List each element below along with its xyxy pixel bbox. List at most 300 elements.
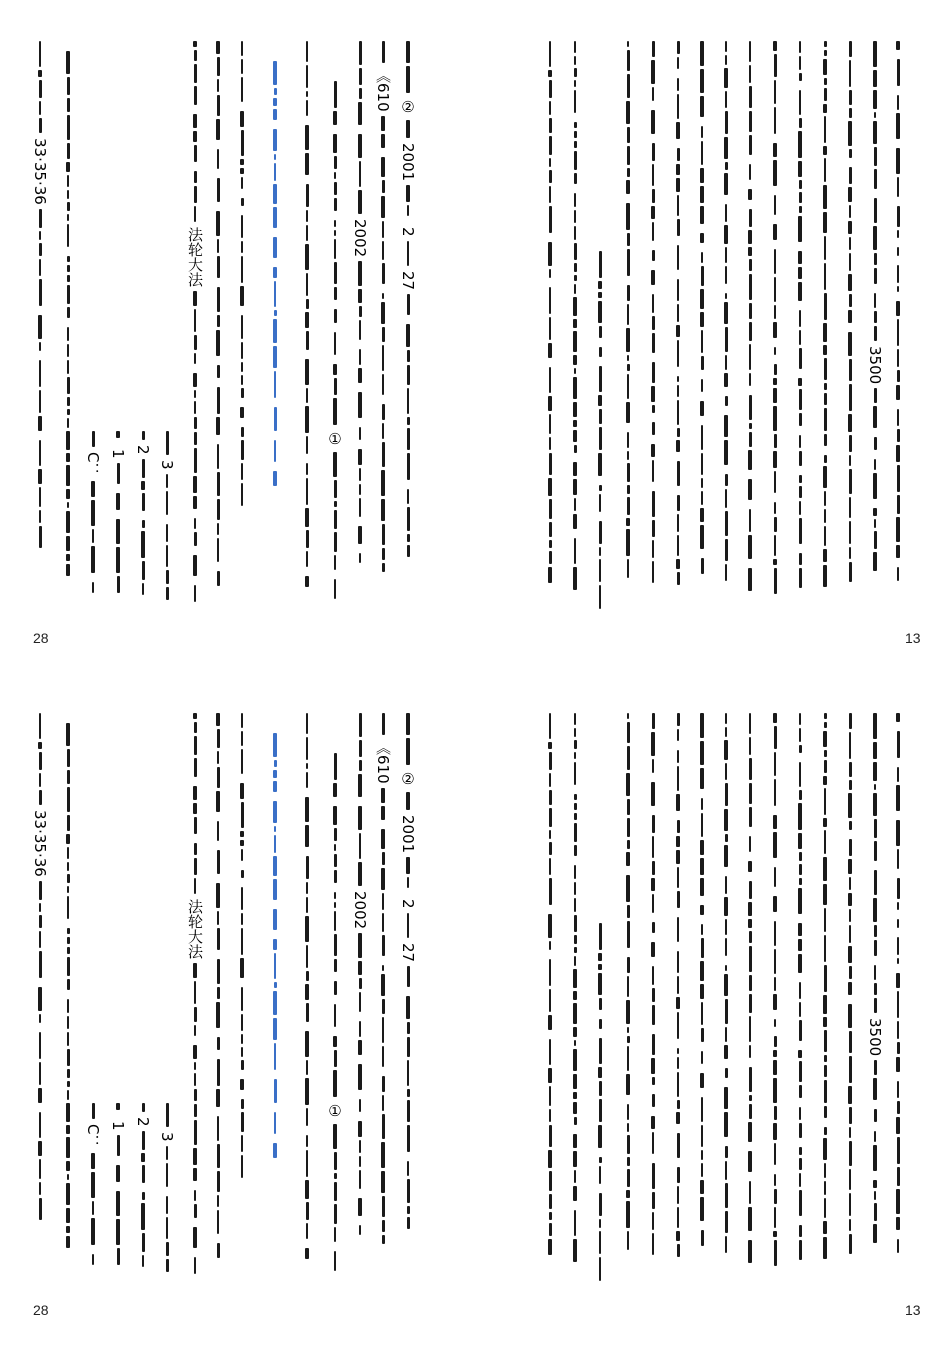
mongolian-word-glyph bbox=[874, 253, 877, 265]
mongolian-word-glyph bbox=[897, 991, 899, 1018]
mongolian-word-glyph bbox=[67, 947, 70, 954]
mongolian-word-glyph bbox=[358, 1121, 362, 1137]
mongolian-word-glyph bbox=[848, 332, 852, 356]
mongolian-word-glyph bbox=[548, 242, 552, 266]
mongolian-word-glyph bbox=[91, 1153, 95, 1169]
mongolian-word-glyph bbox=[548, 1239, 552, 1255]
mongolian-word-glyph bbox=[725, 327, 728, 352]
mongolian-word-glyph bbox=[549, 499, 552, 519]
mongolian-word-glyph bbox=[896, 545, 900, 558]
mongolian-word-glyph bbox=[700, 206, 704, 224]
mongolian-word-glyph bbox=[749, 41, 751, 62]
mongolian-word-glyph bbox=[66, 1226, 70, 1233]
mongolian-word-glyph bbox=[799, 73, 802, 81]
mongolian-word-glyph bbox=[873, 121, 877, 144]
mongolian-word-glyph bbox=[897, 465, 900, 492]
mongolian-word-glyph bbox=[824, 1163, 826, 1178]
mongolian-word-glyph bbox=[749, 1067, 752, 1092]
mongolian-word-glyph bbox=[598, 1125, 602, 1148]
mongolian-word-glyph bbox=[823, 549, 827, 562]
mongolian-word-glyph bbox=[549, 752, 552, 770]
mongolian-word-glyph bbox=[749, 373, 751, 386]
mongolian-word-glyph bbox=[333, 452, 337, 477]
mongolian-word-glyph bbox=[749, 86, 752, 108]
mongolian-word-glyph bbox=[39, 231, 41, 240]
mongolian-word-glyph bbox=[824, 41, 827, 47]
mongolian-word-glyph bbox=[406, 713, 410, 735]
mongolian-word-glyph bbox=[549, 551, 552, 564]
mongolian-word-glyph bbox=[66, 453, 70, 462]
mongolian-word-glyph bbox=[652, 759, 654, 773]
mongolian-word-glyph bbox=[241, 802, 244, 828]
mongolian-word-glyph bbox=[306, 945, 308, 968]
mongolian-word-glyph bbox=[306, 713, 308, 734]
mongolian-word-glyph bbox=[194, 736, 197, 755]
mongolian-word-glyph bbox=[677, 951, 679, 973]
mongolian-word-glyph bbox=[599, 1157, 602, 1163]
mongolian-word-glyph bbox=[724, 1112, 728, 1137]
mongolian-word-glyph bbox=[382, 423, 384, 439]
mongolian-word-glyph bbox=[700, 713, 704, 738]
mongolian-word-glyph bbox=[241, 928, 243, 955]
mongolian-word-glyph bbox=[749, 322, 752, 341]
mongolian-word-glyph bbox=[407, 428, 410, 450]
mongolian-word-glyph bbox=[241, 315, 243, 339]
mongolian-word-glyph bbox=[382, 999, 385, 1014]
mongolian-word-glyph bbox=[724, 440, 728, 465]
mongolian-word-glyph bbox=[700, 312, 704, 327]
mongolian-word-glyph bbox=[798, 131, 802, 158]
mongolian-word-glyph bbox=[873, 713, 877, 739]
mongolian-word-glyph bbox=[725, 763, 727, 780]
mongolian-word-glyph bbox=[116, 547, 120, 573]
mongolian-word-glyph bbox=[193, 1168, 197, 1181]
mongolian-word-glyph bbox=[849, 237, 851, 250]
mongolian-word-glyph bbox=[897, 731, 900, 758]
mongolian-word-glyph bbox=[574, 898, 576, 912]
mongolian-word-glyph bbox=[305, 825, 309, 847]
mongolian-word-glyph bbox=[599, 1231, 601, 1254]
mongolian-word-glyph bbox=[382, 713, 385, 735]
mongolian-word-glyph bbox=[574, 882, 576, 895]
mongolian-word-glyph bbox=[652, 164, 654, 186]
mongolian-word-glyph bbox=[652, 41, 655, 57]
mongolian-word-glyph bbox=[306, 882, 308, 894]
mongolian-word-glyph bbox=[774, 1036, 777, 1047]
mongolian-word-glyph bbox=[274, 835, 276, 853]
mongolian-word-glyph bbox=[216, 211, 220, 236]
mongolian-word-glyph bbox=[573, 1092, 577, 1099]
mongolian-word-glyph bbox=[896, 148, 900, 174]
mongolian-word-glyph bbox=[627, 364, 630, 371]
mongolian-word-glyph bbox=[799, 1061, 802, 1082]
mongolian-word-glyph bbox=[241, 463, 243, 480]
mongolian-word-glyph bbox=[701, 1163, 703, 1177]
mongolian-word-glyph bbox=[194, 186, 197, 203]
mongolian-word-glyph bbox=[334, 828, 337, 841]
mongolian-word-glyph bbox=[598, 395, 602, 406]
mongolian-word-glyph bbox=[896, 301, 900, 316]
mongolian-word-glyph bbox=[748, 1207, 752, 1231]
mongolian-word-glyph bbox=[627, 713, 629, 719]
mongolian-word-glyph bbox=[676, 794, 680, 811]
mongolian-word-glyph bbox=[358, 102, 362, 125]
mongolian-word-glyph bbox=[676, 997, 680, 1009]
latin-fragment: 1 bbox=[109, 449, 127, 459]
mongolian-word-glyph bbox=[241, 1014, 243, 1031]
mongolian-word-glyph bbox=[574, 80, 576, 87]
mongolian-word-glyph bbox=[724, 1087, 728, 1109]
mongolian-word-glyph bbox=[700, 768, 704, 789]
mongolian-word-glyph bbox=[193, 114, 197, 128]
mongolian-word-glyph bbox=[549, 367, 551, 393]
mongolian-word-glyph bbox=[142, 1103, 145, 1112]
mongolian-word-glyph bbox=[574, 935, 577, 944]
mongolian-word-glyph bbox=[382, 1076, 385, 1092]
mongolian-word-glyph bbox=[849, 966, 852, 979]
mongolian-word-glyph bbox=[573, 969, 577, 988]
mongolian-word-glyph bbox=[873, 552, 877, 571]
mongolian-word-glyph bbox=[897, 1081, 899, 1098]
mongolian-word-glyph bbox=[701, 1230, 704, 1246]
mongolian-word-glyph bbox=[333, 1124, 337, 1149]
mongolian-word-glyph bbox=[799, 1147, 802, 1155]
mongolian-word-glyph bbox=[241, 256, 243, 283]
mongolian-word-glyph bbox=[216, 1089, 220, 1107]
mongolian-word-glyph bbox=[39, 118, 42, 133]
mongolian-word-glyph bbox=[701, 141, 703, 165]
mongolian-word-glyph bbox=[849, 562, 852, 582]
mongolian-word-glyph bbox=[626, 180, 630, 194]
mongolian-word-glyph bbox=[676, 836, 680, 847]
mongolian-word-glyph bbox=[217, 751, 219, 764]
mongolian-word-glyph bbox=[406, 996, 410, 1019]
mongolian-word-glyph bbox=[874, 326, 877, 341]
mongolian-word-glyph bbox=[333, 783, 337, 797]
mongolian-word-glyph bbox=[599, 494, 601, 512]
mongolian-word-glyph bbox=[701, 126, 703, 138]
mongolian-word-glyph bbox=[874, 112, 876, 118]
mongolian-word-glyph bbox=[407, 489, 409, 504]
mongolian-word-glyph bbox=[38, 742, 42, 749]
mongolian-word-glyph bbox=[724, 173, 728, 195]
mongolian-word-glyph bbox=[39, 279, 42, 306]
mongolian-word-glyph bbox=[725, 999, 728, 1024]
mongolian-word-glyph bbox=[701, 266, 704, 286]
mongolian-word-glyph bbox=[627, 1046, 629, 1071]
mongolian-word-glyph bbox=[217, 1116, 219, 1141]
text-column bbox=[374, 712, 392, 1252]
mongolian-word-glyph bbox=[823, 104, 827, 113]
mongolian-word-glyph bbox=[67, 1016, 69, 1029]
mongolian-word-glyph bbox=[273, 319, 277, 343]
mongolian-word-glyph bbox=[67, 327, 69, 341]
mongolian-word-glyph bbox=[359, 349, 361, 365]
mongolian-word-glyph bbox=[334, 870, 337, 883]
mongolian-word-glyph bbox=[334, 378, 337, 395]
mongolian-word-glyph bbox=[748, 1151, 752, 1172]
mongolian-word-glyph bbox=[407, 1206, 410, 1214]
mongolian-word-glyph bbox=[67, 937, 70, 944]
mongolian-word-glyph bbox=[873, 1145, 877, 1171]
mongolian-word-glyph bbox=[651, 270, 655, 285]
mongolian-word-glyph bbox=[67, 1069, 70, 1078]
mongolian-word-glyph bbox=[194, 335, 197, 350]
mongolian-word-glyph bbox=[677, 535, 679, 556]
mongolian-word-glyph bbox=[774, 347, 776, 355]
mongolian-word-glyph bbox=[627, 432, 629, 448]
mongolian-word-glyph bbox=[67, 1032, 69, 1046]
mongolian-word-glyph bbox=[651, 1058, 655, 1074]
mongolian-word-glyph bbox=[306, 388, 308, 403]
mongolian-word-glyph bbox=[216, 713, 220, 726]
mongolian-word-glyph bbox=[725, 474, 728, 486]
mongolian-word-glyph bbox=[774, 1143, 776, 1165]
mongolian-word-glyph bbox=[38, 315, 42, 339]
mongolian-word-glyph bbox=[627, 905, 630, 918]
mongolian-word-glyph bbox=[241, 1060, 244, 1070]
mongolian-word-glyph bbox=[381, 788, 385, 803]
mongolian-word-glyph bbox=[381, 134, 385, 148]
mongolian-word-glyph bbox=[874, 198, 877, 223]
mongolian-word-glyph bbox=[194, 1062, 196, 1070]
mongolian-word-glyph bbox=[798, 833, 802, 849]
mongolian-word-glyph bbox=[677, 1207, 679, 1228]
mongolian-word-glyph bbox=[848, 187, 852, 202]
mongolian-word-glyph bbox=[873, 226, 877, 250]
mongolian-word-glyph bbox=[897, 59, 900, 86]
mongolian-word-glyph bbox=[194, 981, 196, 1004]
text-column bbox=[545, 40, 555, 585]
latin-fragment: 2 bbox=[134, 445, 152, 455]
mongolian-word-glyph bbox=[599, 521, 602, 544]
mongolian-word-glyph bbox=[67, 360, 69, 374]
mongolian-word-glyph bbox=[116, 493, 120, 510]
mongolian-word-glyph bbox=[273, 879, 277, 900]
mongolian-word-glyph bbox=[652, 1005, 655, 1025]
mongolian-word-glyph bbox=[334, 854, 337, 867]
mongolian-word-glyph bbox=[240, 958, 244, 978]
mongolian-word-glyph bbox=[849, 1219, 851, 1231]
mongolian-word-glyph bbox=[241, 41, 243, 56]
mongolian-word-glyph bbox=[574, 1210, 576, 1236]
mongolian-word-glyph bbox=[117, 576, 120, 593]
mongolian-word-glyph bbox=[849, 253, 851, 271]
mongolian-word-glyph bbox=[216, 417, 220, 435]
mongolian-word-glyph bbox=[896, 1057, 900, 1072]
mongolian-word-glyph bbox=[598, 1067, 602, 1078]
text-column bbox=[302, 712, 312, 1267]
mongolian-word-glyph bbox=[627, 374, 629, 399]
mongolian-word-glyph bbox=[39, 1062, 41, 1085]
mongolian-word-glyph bbox=[194, 518, 196, 529]
mongolian-word-glyph bbox=[241, 1047, 243, 1057]
mongolian-word-glyph bbox=[599, 1166, 601, 1184]
mongolian-word-glyph bbox=[194, 1204, 197, 1218]
mongolian-word-glyph bbox=[676, 559, 680, 569]
page-bottom-right bbox=[475, 672, 950, 1345]
mongolian-word-glyph bbox=[627, 146, 630, 165]
mongolian-word-glyph bbox=[217, 729, 220, 748]
text-column bbox=[623, 712, 633, 1258]
mongolian-word-glyph bbox=[725, 564, 727, 581]
mongolian-word-glyph bbox=[749, 737, 751, 755]
mongolian-word-glyph bbox=[38, 70, 42, 77]
mongolian-word-glyph bbox=[599, 559, 601, 582]
mongolian-word-glyph bbox=[896, 1189, 900, 1214]
mongolian-word-glyph bbox=[334, 287, 337, 300]
mongolian-word-glyph bbox=[652, 405, 655, 413]
mongolian-word-glyph bbox=[91, 1172, 95, 1198]
mongolian-word-glyph bbox=[92, 529, 94, 543]
mongolian-word-glyph bbox=[548, 70, 552, 77]
mongolian-word-glyph bbox=[773, 832, 777, 858]
mongolian-word-glyph bbox=[799, 486, 802, 498]
mongolian-word-glyph bbox=[700, 858, 704, 875]
mongolian-word-glyph bbox=[677, 976, 679, 994]
mongolian-word-glyph bbox=[652, 460, 654, 482]
mongolian-word-glyph bbox=[549, 101, 551, 115]
mongolian-word-glyph bbox=[676, 122, 680, 139]
mongolian-word-glyph bbox=[724, 373, 728, 387]
mongolian-word-glyph bbox=[849, 1107, 852, 1124]
mongolian-word-glyph bbox=[773, 451, 777, 468]
mongolian-word-glyph bbox=[194, 448, 197, 473]
mongolian-word-glyph bbox=[849, 167, 852, 184]
latin-fragment: ① bbox=[326, 430, 344, 448]
mongolian-word-glyph bbox=[849, 41, 852, 57]
mongolian-word-glyph bbox=[240, 1079, 244, 1090]
mongolian-word-glyph bbox=[216, 1002, 220, 1028]
mongolian-word-glyph bbox=[274, 88, 277, 95]
mongolian-word-glyph bbox=[798, 267, 802, 279]
mongolian-word-glyph bbox=[799, 90, 801, 115]
mongolian-word-glyph bbox=[598, 453, 602, 476]
mongolian-word-glyph bbox=[799, 1190, 802, 1216]
mongolian-word-glyph bbox=[724, 974, 728, 996]
mongolian-word-glyph bbox=[799, 1158, 802, 1170]
mongolian-word-glyph bbox=[701, 924, 703, 935]
mongolian-word-glyph bbox=[548, 478, 552, 496]
mongolian-word-glyph bbox=[407, 417, 410, 425]
mongolian-word-glyph bbox=[701, 1028, 704, 1042]
mongolian-word-glyph bbox=[725, 293, 727, 299]
mongolian-word-glyph bbox=[798, 161, 802, 177]
mongolian-word-glyph bbox=[273, 61, 277, 85]
mongolian-word-glyph bbox=[700, 233, 704, 243]
page-number: 13 bbox=[905, 1302, 921, 1318]
mongolian-word-glyph bbox=[773, 1050, 777, 1057]
page-number: 28 bbox=[33, 630, 49, 646]
mongolian-word-glyph bbox=[381, 302, 385, 324]
mongolian-word-glyph bbox=[407, 1022, 410, 1034]
mongolian-word-glyph bbox=[334, 532, 337, 552]
mongolian-word-glyph bbox=[700, 41, 704, 66]
mongolian-word-glyph bbox=[874, 870, 877, 895]
mongolian-word-glyph bbox=[333, 806, 337, 825]
text-column bbox=[374, 40, 392, 580]
mongolian-word-glyph bbox=[573, 462, 577, 476]
mongolian-word-glyph bbox=[849, 1193, 851, 1216]
mongolian-word-glyph bbox=[359, 68, 362, 85]
mongolian-word-glyph bbox=[549, 522, 552, 537]
mongolian-word-glyph bbox=[725, 41, 727, 52]
mongolian-word-glyph bbox=[700, 984, 704, 999]
mongolian-word-glyph bbox=[194, 1007, 197, 1022]
mongolian-word-glyph bbox=[382, 374, 384, 395]
mongolian-word-glyph bbox=[334, 555, 336, 570]
latin-fragment: 2 bbox=[399, 899, 417, 909]
mongolian-word-glyph bbox=[39, 1182, 41, 1195]
mongolian-word-glyph bbox=[677, 219, 680, 236]
latin-fragment: ② bbox=[399, 98, 417, 116]
mongolian-word-glyph bbox=[599, 547, 601, 556]
mongolian-word-glyph bbox=[406, 185, 410, 202]
mongolian-word-glyph bbox=[897, 286, 899, 292]
mongolian-word-glyph bbox=[217, 387, 220, 414]
mongolian-word-glyph bbox=[652, 1163, 655, 1189]
mongolian-word-glyph bbox=[39, 915, 42, 928]
mongolian-word-glyph bbox=[677, 1048, 679, 1054]
mongolian-word-glyph bbox=[599, 347, 602, 357]
text-column bbox=[351, 712, 369, 1237]
mongolian-word-glyph bbox=[67, 98, 70, 112]
mongolian-word-glyph bbox=[824, 434, 827, 446]
mongolian-word-glyph bbox=[334, 262, 337, 284]
latin-fragment: 法轮大法 bbox=[186, 227, 204, 287]
mongolian-word-glyph bbox=[627, 485, 630, 494]
mongolian-word-glyph bbox=[823, 884, 827, 905]
mongolian-word-glyph bbox=[92, 431, 95, 447]
mongolian-word-glyph bbox=[848, 1086, 852, 1104]
mongolian-word-glyph bbox=[382, 913, 384, 932]
mongolian-word-glyph bbox=[382, 524, 385, 545]
mongolian-word-glyph bbox=[67, 502, 69, 508]
mongolian-word-glyph bbox=[774, 517, 777, 532]
mongolian-word-glyph bbox=[39, 101, 41, 115]
mongolian-word-glyph bbox=[725, 727, 727, 737]
mongolian-word-glyph bbox=[896, 1117, 900, 1134]
mongolian-word-glyph bbox=[548, 567, 552, 583]
mongolian-word-glyph bbox=[573, 514, 577, 529]
mongolian-word-glyph bbox=[749, 994, 752, 1013]
mongolian-word-glyph bbox=[382, 1220, 385, 1232]
mongolian-word-glyph bbox=[799, 118, 802, 128]
mongolian-word-glyph bbox=[627, 1027, 629, 1033]
mongolian-word-glyph bbox=[382, 1114, 385, 1139]
text-column bbox=[134, 430, 152, 597]
mongolian-word-glyph bbox=[677, 1057, 679, 1069]
latin-fragment: 33·35·36 bbox=[31, 810, 49, 877]
mongolian-word-glyph bbox=[193, 1227, 197, 1248]
mongolian-word-glyph bbox=[333, 111, 337, 125]
mongolian-word-glyph bbox=[773, 1078, 777, 1103]
mongolian-word-glyph bbox=[652, 1034, 655, 1055]
mongolian-word-glyph bbox=[873, 41, 877, 67]
mongolian-word-glyph bbox=[193, 963, 197, 978]
mongolian-word-glyph bbox=[773, 1123, 777, 1140]
mongolian-word-glyph bbox=[573, 1049, 577, 1071]
mongolian-word-glyph bbox=[358, 449, 362, 465]
mongolian-word-glyph bbox=[798, 251, 802, 264]
mongolian-word-glyph bbox=[749, 111, 752, 132]
mongolian-word-glyph bbox=[774, 364, 777, 375]
mongolian-word-glyph bbox=[67, 1090, 69, 1100]
mongolian-word-glyph bbox=[116, 1191, 120, 1216]
mongolian-word-glyph bbox=[748, 1122, 752, 1142]
mongolian-word-glyph bbox=[217, 499, 220, 520]
mongolian-word-glyph bbox=[677, 245, 679, 270]
